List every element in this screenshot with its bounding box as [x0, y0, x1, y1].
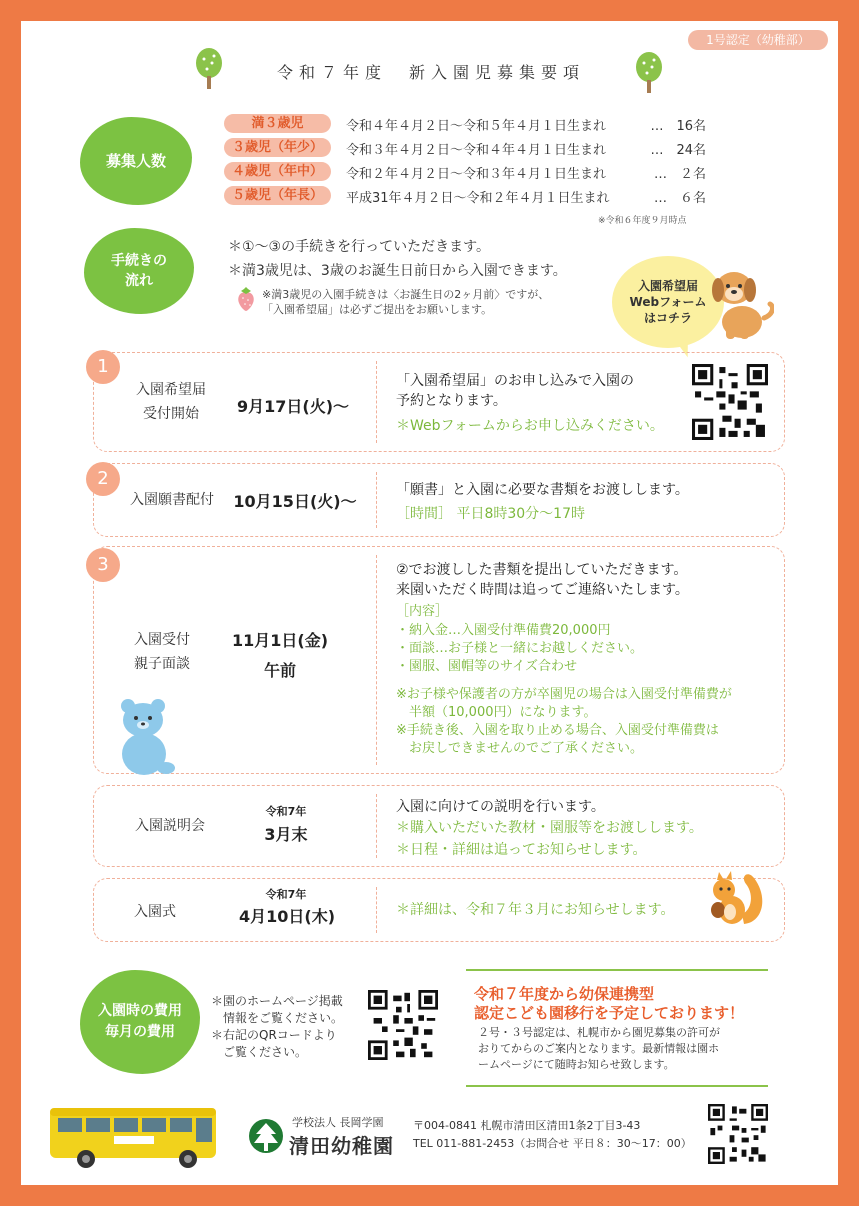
- step-year: 令和7年: [265, 805, 307, 818]
- page-title: 令和７年度 新入園児募集要項: [276, 63, 585, 82]
- step-note: ＊購入いただいた教材・園服等をお渡しします。: [396, 820, 703, 836]
- step-date: 3月末: [264, 825, 308, 844]
- organization-name: 学校法人 長岡学園: [292, 1116, 384, 1129]
- step-description: ②でお渡しした書類を提出していただきます。 来園いただく時間は追ってご連絡いたします。: [396, 562, 689, 598]
- web-form-bubble[interactable]: 入園希望届 Webフォーム はコチラ: [612, 256, 724, 348]
- fees-qr-code-icon[interactable]: [368, 990, 438, 1060]
- step-label: 入園願書配付: [130, 492, 214, 508]
- kindergarten-logo-icon: [248, 1118, 284, 1156]
- announcement-body: ームページにて随時お知らせ致します。: [478, 1058, 675, 1071]
- procedure-line: ＊満3歳児は、3歳のお誕生日前日から入園できます。: [228, 263, 567, 279]
- tree-right-icon: [634, 52, 664, 94]
- contents-item: ・園服、園帽等のサイズ合わせ: [396, 659, 577, 674]
- fees-heading: 入園時の費用 毎月の費用: [80, 970, 200, 1074]
- step-date: 9月17日(火)～: [236, 397, 350, 416]
- step-note: ※手続き後、入園を取り止める場合、入園受付準備費は: [396, 723, 719, 738]
- contents-item: ・納入金…入園受付準備費20,000円: [396, 623, 611, 638]
- birth-range: 令和２年４月２日～令和３年４月１日生まれ: [346, 167, 607, 182]
- step-date: 10月15日(火)～: [233, 492, 357, 511]
- contents-item: ・面談…お子様と一緒にお越しください。: [396, 641, 644, 656]
- birth-range: 令和３年４月２日～令和４年４月１日生まれ: [346, 143, 607, 158]
- procedure-note: ※満3歳児の入園手続きは〈お誕生日の2ヶ月前〉ですが、: [262, 288, 550, 301]
- age-tag: 満３歳児: [224, 114, 331, 133]
- age-tag: ４歳児（年中）: [224, 162, 331, 181]
- contents-heading: ［内容］: [396, 604, 449, 619]
- recruitment-heading: 募集人数: [80, 117, 192, 205]
- step-description: 「入園希望届」のお申し込みで入園の 予約となります。: [396, 373, 634, 409]
- step-number: 1: [86, 350, 120, 384]
- capacity: … ２名: [653, 167, 706, 182]
- fees-text: ご覧ください。: [211, 1045, 308, 1059]
- dog-illustration-icon: [704, 266, 774, 340]
- age-tag: ５歳児（年長）: [224, 186, 331, 205]
- web-form-link[interactable]: ＊Webフォームからお申し込みください。: [396, 418, 664, 434]
- step-description: 入園に向けての説明を行います。: [396, 799, 605, 815]
- step-note: お戻しできませんのでご了承ください。: [396, 741, 644, 756]
- address: 〒004-0841 札幌市清田区清田1条2丁目3-43: [413, 1119, 641, 1132]
- step-note: ＊日程・詳細は追ってお知らせします。: [396, 842, 647, 858]
- tree-left-icon: [194, 48, 224, 90]
- procedure-line: ＊①～③の手続きを行っていただきます。: [228, 239, 490, 255]
- capacity: … ６名: [653, 191, 706, 206]
- squirrel-illustration-icon: [704, 866, 768, 930]
- school-name: 清田幼稚園: [289, 1134, 394, 1158]
- step-note: ※お子様や保護者の方が卒園児の場合は入園受付準備費が: [396, 687, 732, 702]
- age-tag: ３歳児（年少）: [224, 138, 331, 157]
- step-date: 4月10日(木): [238, 907, 336, 926]
- step-number: 3: [86, 548, 120, 582]
- strawberry-icon: [236, 286, 256, 312]
- procedure-note: 「入園希望届」は必ずご提出をお願いします。: [262, 303, 493, 316]
- footer-qr-code-icon[interactable]: [708, 1104, 768, 1164]
- as-of-note: ※令和６年度９月時点: [598, 216, 687, 226]
- fees-text: ＊園のホームページ掲載: [211, 994, 343, 1008]
- capacity: … 16名: [650, 119, 706, 134]
- qr-code-icon[interactable]: [692, 364, 768, 440]
- step-hours: ［時間］ 平日8時30分～17時: [396, 506, 585, 522]
- fees-text: ＊右記のQRコードより: [211, 1028, 337, 1042]
- category-badge: 1号認定（幼稚部）: [688, 30, 828, 50]
- fees-text: 情報をご覧ください。: [211, 1011, 344, 1025]
- step-description: 「願書」と入園に必要な書類をお渡しします。: [396, 482, 689, 498]
- step-label: 入園説明会: [135, 818, 205, 834]
- step-number: 2: [86, 462, 120, 496]
- step-year: 令和7年: [265, 888, 307, 901]
- step-note: 半額（10,000円）になります。: [396, 705, 597, 720]
- announcement-body: ２号・３号認定は、札幌市から園児募集の許可が: [478, 1026, 720, 1039]
- capacity: … 24名: [650, 143, 706, 158]
- step-label: 入園式: [134, 904, 176, 920]
- school-bus-icon: [48, 1102, 220, 1170]
- step-date: 11月1日(金) 午前: [231, 631, 329, 680]
- birth-range: 令和４年４月２日～令和５年４月１日生まれ: [346, 119, 607, 134]
- bear-illustration-icon: [114, 696, 176, 776]
- step-label: 入園受付 親子面談: [134, 632, 190, 672]
- announcement-title: 認定こども園移行を予定しております！: [474, 1004, 745, 1022]
- phone[interactable]: TEL 011-881-2453（お問合せ 平日８：30～17：00）: [413, 1137, 692, 1150]
- announcement-title: 令和７年度から幼保連携型: [474, 985, 655, 1003]
- announcement-body: おりてからのご案内となります。最新情報は園ホ: [478, 1042, 720, 1055]
- step-label: 入園希望届 受付開始: [136, 382, 206, 422]
- procedure-heading: 手続きの 流れ: [84, 228, 194, 314]
- birth-range: 平成31年４月２日～令和２年４月１日生まれ: [346, 191, 610, 206]
- step-note: ＊詳細は、令和７年３月にお知らせします。: [396, 902, 675, 918]
